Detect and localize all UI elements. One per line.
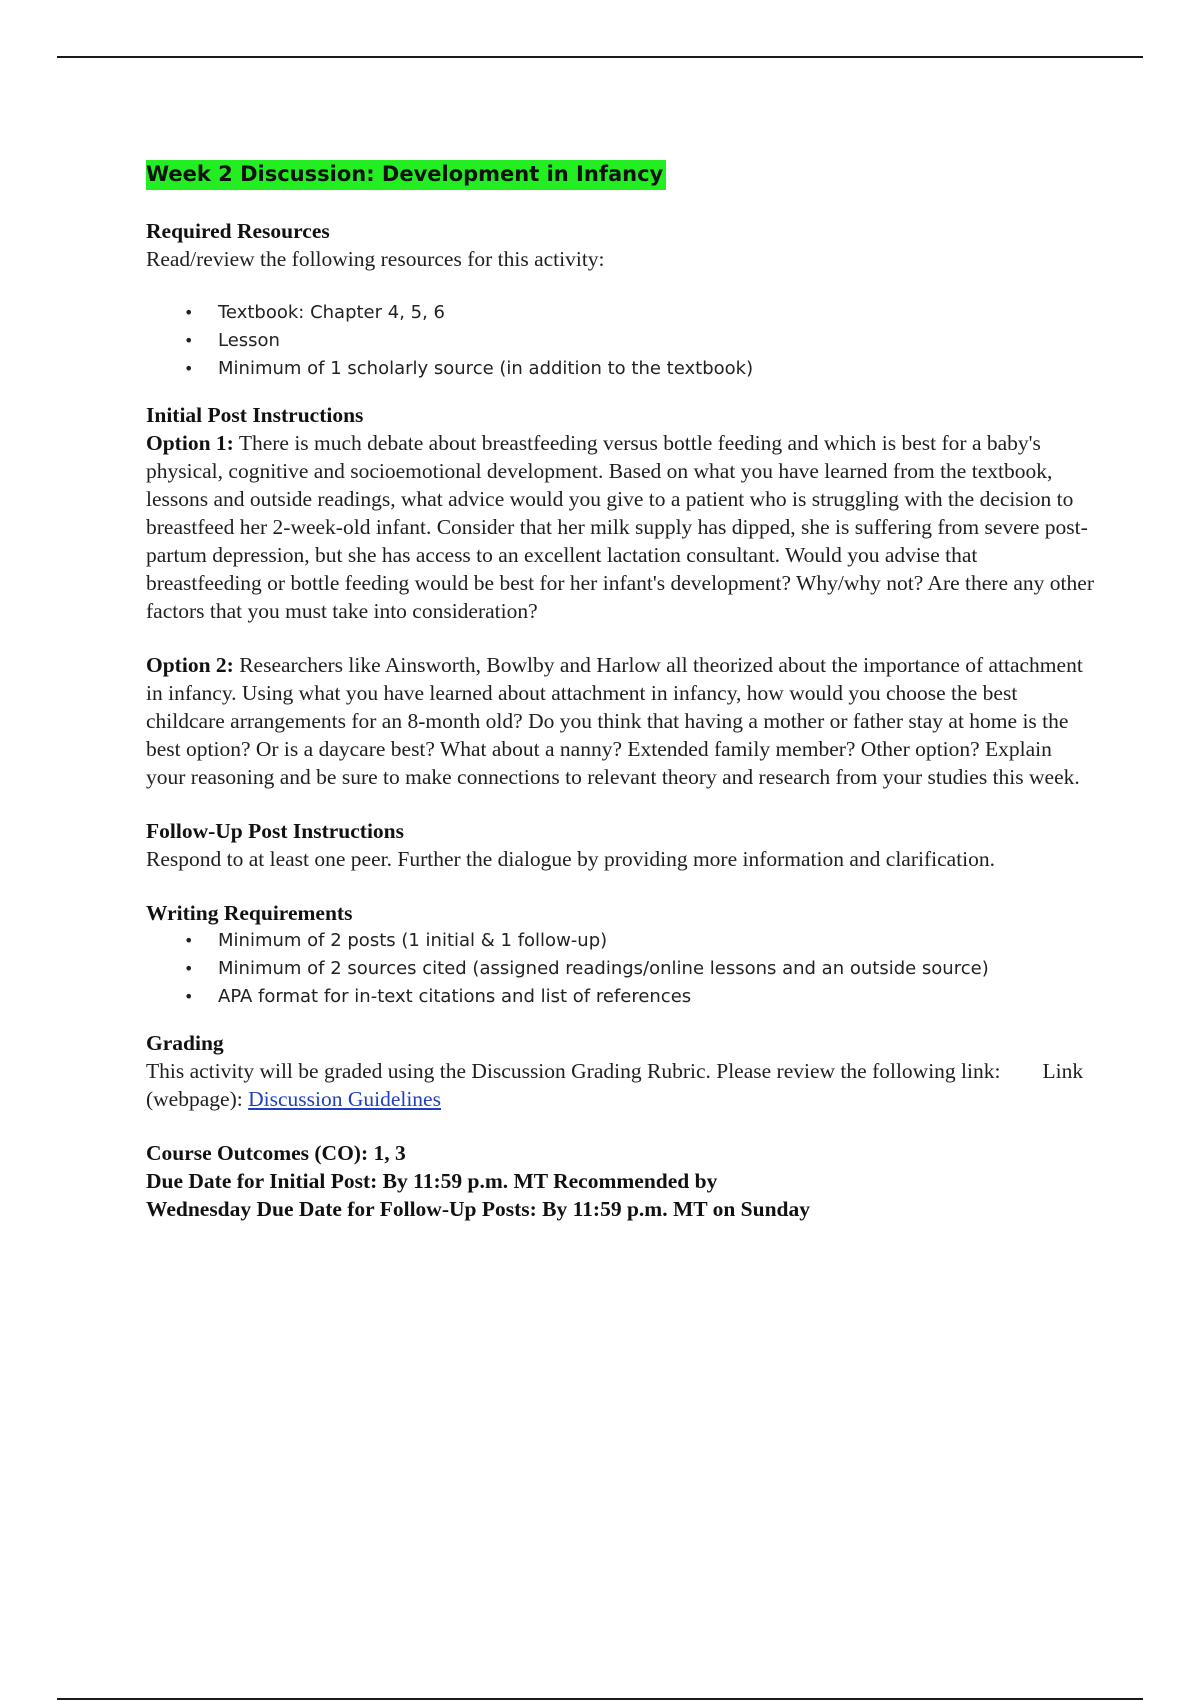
writing-requirements-heading: Writing Requirements: [146, 901, 353, 925]
option-1-paragraph: [146, 429, 1096, 625]
grading-heading: Grading: [146, 1031, 224, 1055]
option-1-text: There is much debate about breastfeeding versus bottle feeding and which is best for a baby's physical, cognitive and socioemotional development. Based on what you have learned from the textbook, lessons and outside readings, what advice would you give to a patient who is struggling with the decision to breastfeed her 2-week-old infant. Consider that her milk supply has dipped, she is suffering from severe post-partum depression, but she has access to an excellent lactation consultant. Would you advise that breastfeeding or bottle feeding would be best for her infant's development? Why/why not? Are there any other factors that you must take into consideration?: [146, 431, 1094, 623]
required-resources-intro: Read/review the following resources for this activity:: [146, 247, 605, 271]
list-item: • APA format for in-text citations and list of references: [184, 983, 1096, 1011]
list-item: • Minimum of 2 sources cited (assigned readings/online lessons and an outside source): [184, 955, 1096, 983]
option-2-paragraph: [146, 651, 1096, 791]
option-2-label: Option 2:: [146, 653, 234, 677]
list-item: • Minimum of 1 scholarly source (in addition to the textbook): [184, 355, 1096, 383]
writing-requirements-list: [146, 927, 1096, 1011]
bullet-icon: •: [184, 359, 194, 378]
bullet-icon: •: [184, 959, 194, 978]
follow-up-heading: Follow-Up Post Instructions: [146, 819, 405, 843]
writing-requirements-section: [146, 899, 1096, 1011]
follow-up-text: Respond to at least one peer. Further the dialogue by providing more information and clarification.: [146, 847, 996, 871]
discussion-guidelines-link[interactable]: Discussion Guidelines: [248, 1087, 441, 1111]
bullet-icon: •: [184, 331, 194, 350]
option-2-text: Researchers like Ainsworth, Bowlby and Harlow all theorized about the importance of attachment in infancy. Using what you have learned about attachment in infancy, how would you choose the best childcare arrangements for an 8-month old? Do you think that having a mother or father stay at home is the best option? Or is a daycare best? What about a nanny? Extended family member? Other option? Explain your reasoning and be sure to make connections to relevant theory and research from your studies this week.: [146, 653, 1083, 789]
required-resources-section: [146, 217, 1096, 383]
due-date-follow-up: Wednesday Due Date for Follow-Up Posts: By 11:59 p.m. MT on Sunday: [146, 1197, 810, 1221]
grading-text: This activity will be graded using the Discussion Grading Rubric. Please review the following link: Link (webpage): Discussion Guidelines: [146, 1059, 1084, 1111]
required-resources-heading: Required Resources: [146, 219, 330, 243]
document-title: Week 2 Discussion: Development in Infancy: [146, 160, 666, 190]
list-item: • Lesson: [184, 327, 1096, 355]
option-1-label: Option 1:: [146, 431, 234, 455]
bullet-icon: •: [184, 931, 194, 950]
initial-post-section: [146, 401, 1096, 791]
list-item: • Minimum of 2 posts (1 initial & 1 follow-up): [184, 927, 1096, 955]
list-item: • Textbook: Chapter 4, 5, 6: [184, 299, 1096, 327]
bullet-icon: •: [184, 987, 194, 1006]
grading-section: [146, 1029, 1096, 1113]
link-prefix: Link (webpage):: [146, 1059, 1084, 1111]
initial-post-heading: Initial Post Instructions: [146, 403, 364, 427]
bullet-icon: •: [184, 303, 194, 322]
resources-list: [146, 299, 1096, 383]
follow-up-section: [146, 817, 1096, 873]
course-outcomes: Course Outcomes (CO): 1, 3: [146, 1141, 406, 1165]
due-date-initial: Due Date for Initial Post: By 11:59 p.m. MT Recommended by: [146, 1169, 718, 1193]
outcomes-section: [146, 1139, 1096, 1223]
header-rule: [57, 56, 1143, 58]
document-body: [146, 160, 1096, 1223]
